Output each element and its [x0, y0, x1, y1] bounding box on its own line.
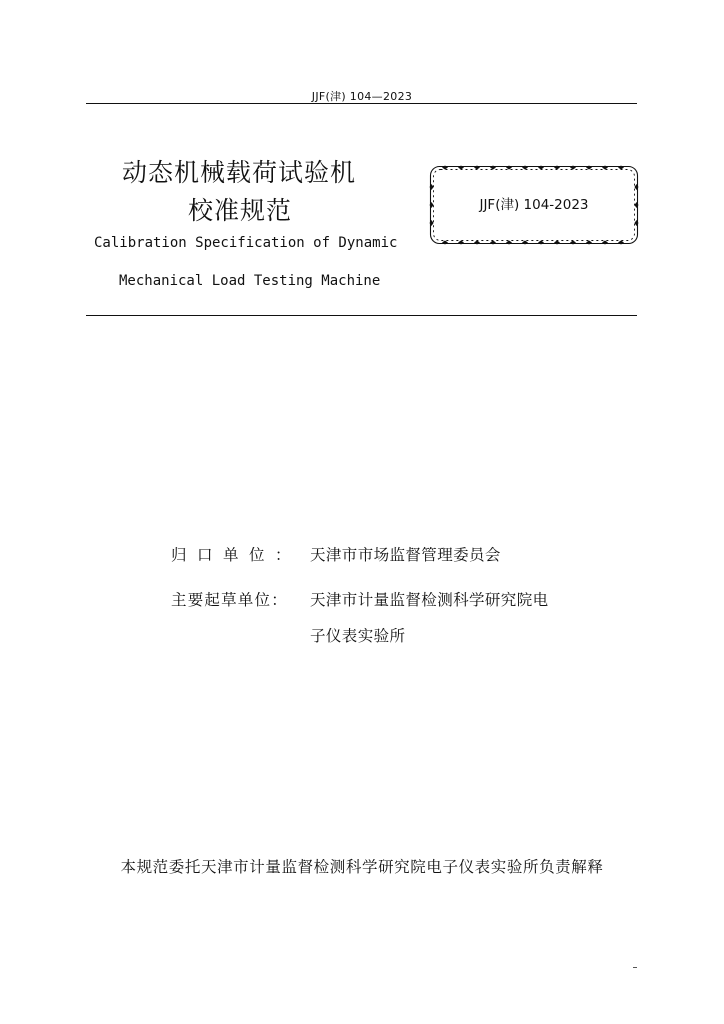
- interpretation-note: 本规范委托天津市计量监督检测科学研究院电子仪表实验所负责解释: [120, 858, 604, 876]
- standard-code-box-text: JJF(津) 104-2023: [479, 197, 589, 213]
- title-chinese-line2: 校准规范: [188, 196, 293, 225]
- header-standard-code: JJF(津) 104—2023: [311, 90, 413, 103]
- title-divider: [86, 315, 637, 316]
- drafting-unit-value-line1: 天津市计量监督检测科学研究院电: [310, 591, 549, 609]
- standard-code-frame: [428, 164, 640, 246]
- responsible-unit-label: 归口单位：: [171, 546, 302, 564]
- page-corner-mark: [633, 967, 637, 968]
- drafting-unit-label: 主要起草单位：: [171, 591, 288, 609]
- drafting-unit-value-line2: 子仪表实验所: [310, 627, 406, 645]
- title-english-line1: Calibration Specification of Dynamic: [94, 235, 398, 251]
- title-english-line2: Mechanical Load Testing Machine: [119, 273, 381, 289]
- header-divider: [86, 103, 637, 104]
- responsible-unit-value: 天津市市场监督管理委员会: [310, 546, 501, 564]
- title-chinese-line1: 动态机械载荷试验机: [122, 158, 357, 187]
